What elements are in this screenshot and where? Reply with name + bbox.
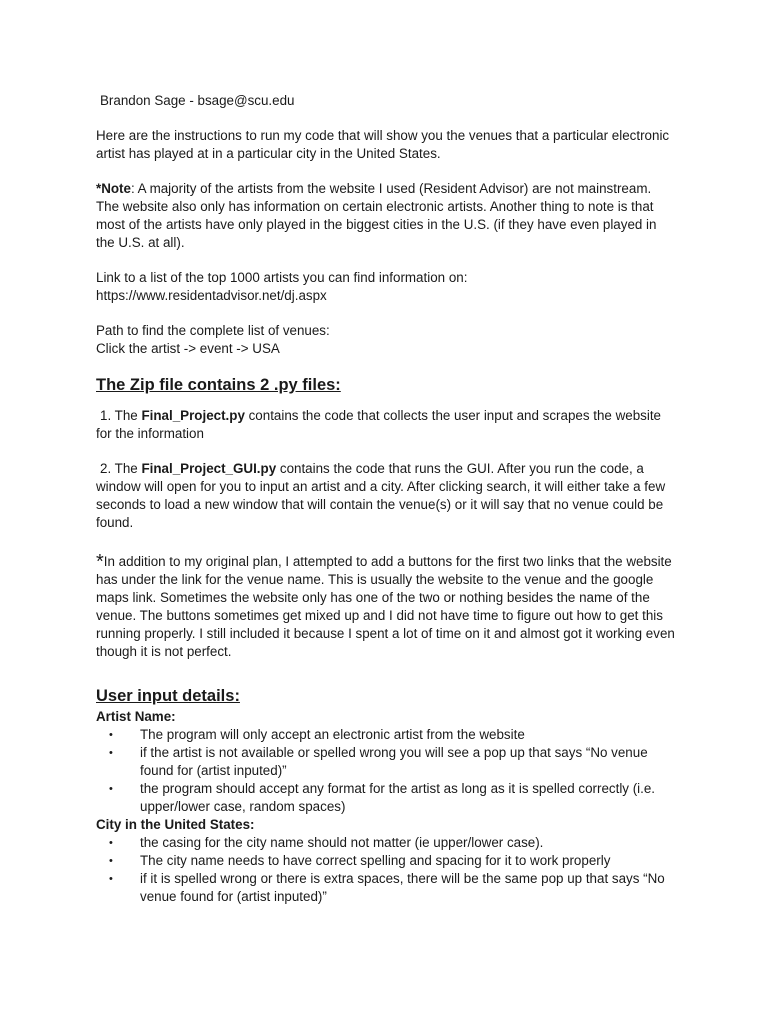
list-item-text: the program should accept any format for the artist as long as it is spelled correctly (i.e. upper/lower case, random spaces): [140, 781, 656, 814]
zip-item-1-prefix: 1. The: [100, 408, 142, 423]
addendum-paragraph: [96, 553, 676, 661]
note-paragraph: [96, 180, 676, 252]
zip-section-title: The Zip file contains 2 .py files:: [96, 376, 341, 394]
path-intro: Path to find the complete list of venues:: [96, 323, 330, 338]
list-item: [96, 780, 676, 816]
zip-item-1-text: contains the code that collects the user input and scrapes the website for the information: [96, 408, 661, 441]
artist-name-heading: Artist Name:: [96, 709, 176, 724]
bullet-icon: •: [109, 783, 113, 795]
zip-item-2-text: contains the code that runs the GUI. After you run the code, a window will open for you to input an artist and a city. After clicking search, it will either take a few seconds to load a new window that will contain the venue(s) or it will say that no venue could be found.: [96, 461, 666, 530]
zip-item-1-filename: Final_Project.py: [141, 408, 245, 423]
list-item-text: The city name needs to have correct spelling and spacing for it to work properly: [140, 853, 611, 868]
bullet-icon: •: [109, 747, 113, 759]
zip-item-2: [96, 460, 676, 532]
bullet-icon: •: [109, 855, 113, 867]
bullet-icon: •: [109, 837, 113, 849]
list-item-text: The program will only accept an electronic artist from the website: [140, 727, 525, 742]
note-text: : A majority of the artists from the website I used (Resident Advisor) are not mainstream. The website also only has information on certain electronic artists. Another thing to note is that most of the artists have only played in the biggest cities in the U.S. (if they have even played in the U.S. at all).: [96, 181, 657, 250]
list-item: [96, 834, 676, 852]
path-steps: Click the artist -> event -> USA: [96, 341, 280, 356]
list-item-text: the casing for the city name should not matter (ie upper/lower case).: [140, 835, 544, 850]
links-intro: Link to a list of the top 1000 artists you can find information on:: [96, 270, 468, 285]
city-heading: City in the United States:: [96, 817, 255, 832]
zip-item-2-filename: Final_Project_GUI.py: [141, 461, 277, 476]
author-line: Brandon Sage - bsage@scu.edu: [100, 93, 295, 108]
intro-paragraph: Here are the instructions to run my code that will show you the venues that a particular electronic artist has played at in a particular city in the United States.: [96, 128, 670, 161]
list-item: [96, 726, 676, 744]
zip-item-1: [96, 407, 676, 443]
list-item: [96, 852, 676, 870]
list-item: [96, 744, 676, 780]
artists-list-link[interactable]: https://www.residentadvisor.net/dj.aspx: [96, 288, 327, 303]
document-page: [96, 92, 676, 906]
user-input-title: User input details:: [96, 687, 240, 705]
list-item-text: if it is spelled wrong or there is extra spaces, there will be the same pop up that says “No venue found for (artist inputed)”: [140, 871, 665, 904]
city-list: [96, 834, 676, 906]
zip-item-2-prefix: 2. The: [100, 461, 142, 476]
bullet-icon: •: [109, 873, 113, 885]
note-label: *Note: [96, 181, 131, 196]
addendum-star: *: [96, 551, 104, 573]
list-item: [96, 870, 676, 906]
addendum-text: In addition to my original plan, I attempted to add a buttons for the first two links that the website has under the link for the venue name. This is usually the website to the venue and the google maps link. Sometimes the website only has one of the two or nothing besides the name of the venue. The buttons sometimes get mixed up and I did not have time to figure out how to get this running properly. I still included it because I spent a lot of time on it and almost got it working even though it is not perfect.: [96, 554, 675, 659]
list-item-text: if the artist is not available or spelled wrong you will see a pop up that says “No venue found for (artist inputed)”: [140, 745, 648, 778]
bullet-icon: •: [109, 729, 113, 741]
artist-name-list: [96, 726, 676, 816]
